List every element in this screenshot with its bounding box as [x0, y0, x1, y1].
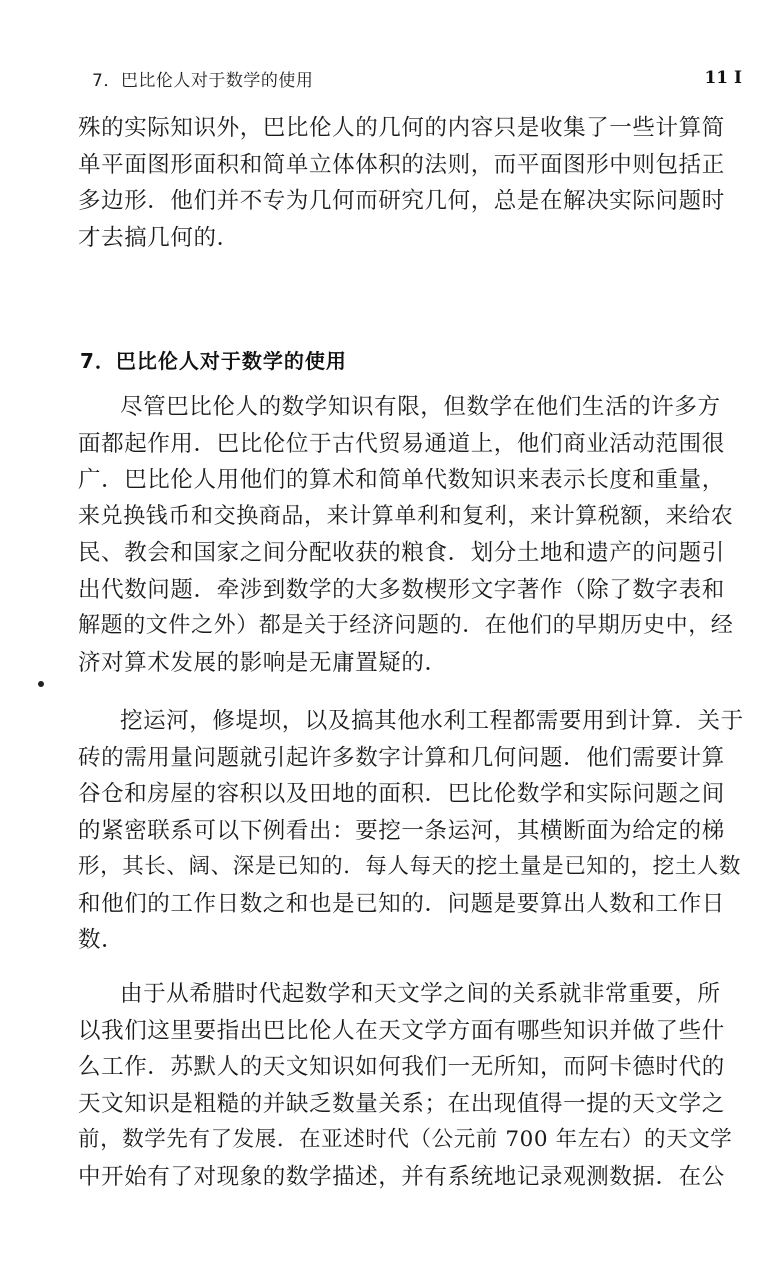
margin-mark — [38, 681, 44, 687]
text-line: 和他们的工作日数之和也是已知的．问题是要算出人数和工作日 — [78, 890, 725, 917]
text-line: 面都起作用．巴比伦位于古代贸易通道上，他们商业活动范围很 — [78, 430, 725, 457]
text-line: 谷仓和房屋的容积以及田地的面积．巴比伦数学和实际问题之间 — [78, 781, 725, 807]
text-line: 么工作．苏默人的天文知识如何我们一无所知，而阿卡德时代的 — [78, 1054, 725, 1080]
text-line: 尽管巴比伦人的数学知识有限，但数学在他们生活的许多方 — [120, 394, 721, 420]
text-line: 形，其长、阔、深是已知的．每人每天的挖土量是已知的，挖土人数 — [78, 854, 742, 879]
text-line: 挖运河，修堤坝，以及搞其他水利工程都需要用到计算．关于 — [120, 708, 744, 734]
text-line: 才去搞几何的． — [78, 224, 240, 251]
header-page-number: 11 I — [704, 68, 742, 88]
text-line: 中开始有了对现象的数学描述，并有系统地记录观测数据．在公 — [78, 1163, 725, 1190]
paragraph — [78, 389, 744, 681]
header-chapter-title: 7．巴比伦人对于数学的使用 — [92, 71, 314, 91]
paragraph — [78, 976, 744, 1195]
paragraph-continued — [78, 110, 744, 256]
text-line: 出代数问题．牵涉到数学的大多数楔形文字著作（除了数字表和 — [78, 576, 725, 603]
text-line: 解题的文件之外）都是关于经济问题的．在他们的早期历史中，经 — [78, 613, 734, 638]
text-line: 砖的需用量问题就引起许多数字计算和几何问题．他们需要计算 — [78, 744, 725, 771]
text-line: 广．巴比伦人用他们的算术和简单代数知识来表示长度和重量， — [78, 467, 725, 493]
paragraph — [78, 703, 744, 959]
text-line: 天文知识是粗糙的并缺乏数量关系；在出现值得一提的天文学之 — [78, 1090, 725, 1117]
text-line: 多边形．他们并不专为几何而研究几何，总是在解决实际问题时 — [78, 188, 725, 214]
running-header — [92, 66, 742, 94]
text-line: 单平面图形面积和简单立体体积的法则，而平面图形中则包括正 — [78, 151, 725, 178]
text-line: 以我们这里要指出巴比伦人在天文学方面有哪些知识并做了些什 — [78, 1017, 725, 1044]
text-line: 的紧密联系可以下例看出：要挖一条运河，其横断面为给定的梯 — [78, 817, 725, 844]
text-line: 数． — [78, 927, 125, 953]
text-line: 由于从希腊时代起数学和天文学之间的关系就非常重要，所 — [120, 981, 721, 1007]
text-line: 民、教会和国家之间分配收获的粮食．划分土地和遗产的问题引 — [78, 540, 725, 566]
text-line: 来兑换钱币和交换商品，来计算单利和复利，来计算税额，来给农 — [78, 503, 734, 529]
text-line: 济对算术发展的影响是无庸置疑的． — [78, 649, 448, 676]
text-line: 前，数学先有了发展．在亚述时代（公元前 700 年左右）的天文学 — [78, 1127, 733, 1152]
text-line: 殊的实际知识外，巴比伦人的几何的内容只是收集了一些计算简 — [78, 115, 725, 141]
section-heading: 7．巴比伦人对于数学的使用 — [80, 349, 347, 373]
